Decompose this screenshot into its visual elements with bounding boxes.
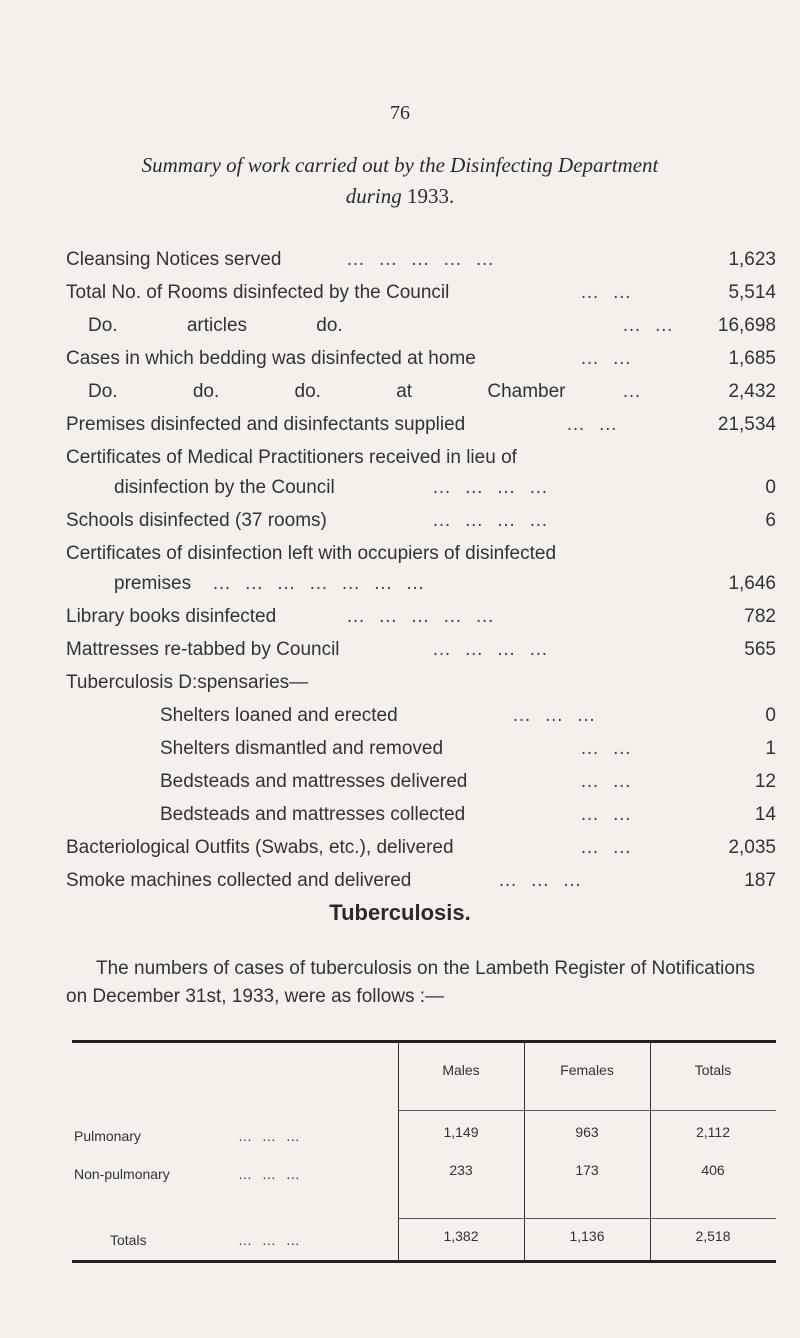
summary-row — [66, 798, 776, 831]
row-label: Certificates of disinfection left with occupiers of disinfected — [66, 543, 557, 564]
row-label-text: Pulmonary — [74, 1128, 141, 1144]
row-label: Library books disinfected — [66, 606, 277, 627]
leader-dots: … … … — [498, 870, 586, 891]
summary-row — [66, 600, 776, 633]
row-label: Mattresses re-tabbed by Council — [66, 639, 340, 660]
row-value: 1 — [765, 738, 776, 759]
row-label: Total No. of Rooms disinfected by the Council — [66, 282, 450, 303]
summary-row — [66, 537, 776, 567]
page-number: 76 — [390, 102, 410, 124]
row-label: disinfection by the Council — [114, 477, 335, 498]
leader-dots: … — [622, 381, 645, 402]
row-value: 1,623 — [728, 249, 776, 270]
summary-row — [66, 633, 776, 666]
table-cell: 963 — [575, 1124, 599, 1140]
summary-row — [66, 699, 776, 732]
summary-rows — [66, 243, 776, 897]
summary-row — [66, 276, 776, 309]
row-label: Tuberculosis D:spensaries— — [66, 672, 309, 693]
leader-dots: … … … — [512, 705, 600, 726]
row-value: 2,432 — [728, 381, 776, 402]
leader-dots: … … … — [238, 1166, 303, 1182]
row-value: 1,685 — [728, 348, 776, 369]
row-label: Bedsteads and mattresses collected — [160, 804, 466, 825]
row-value: 5,514 — [728, 282, 776, 303]
row-label: Bedsteads and mattresses delivered — [160, 771, 468, 792]
summary-title — [60, 150, 740, 212]
table-cell: 2,518 — [695, 1228, 731, 1244]
summary-row — [66, 471, 776, 504]
row-value: 2,035 — [728, 837, 776, 858]
row-label: Cleansing Notices served — [66, 249, 282, 270]
row-value: 12 — [754, 771, 776, 792]
row-label: Smoke machines collected and delivered — [66, 870, 412, 891]
row-label: Premises disinfected and disinfectants supplied — [66, 414, 466, 435]
summary-row — [66, 243, 776, 276]
leader-dots: … … … — [238, 1232, 303, 1248]
leader-dots: … … … … … — [346, 606, 499, 627]
summary-row — [66, 567, 776, 600]
row-value: 14 — [754, 804, 776, 825]
leader-dots: … … … … — [432, 477, 552, 498]
row-label: Shelters dismantled and removed — [160, 738, 444, 759]
row-value: 1,646 — [728, 573, 776, 594]
row-label: Schools disinfected (37 rooms) — [66, 510, 327, 531]
table-cell: 1,382 — [443, 1228, 479, 1244]
table-cell: 406 — [701, 1162, 725, 1178]
row-label: Do. articles do. — [88, 315, 343, 336]
row-value: 565 — [744, 639, 776, 660]
leader-dots: … … — [580, 738, 636, 759]
header-rule — [398, 1110, 776, 1111]
table-cell: 173 — [575, 1162, 599, 1178]
summary-row — [66, 864, 776, 897]
row-label: Bacteriological Outfits (Swabs, etc.), delivered — [66, 837, 454, 858]
leader-dots: … … — [580, 804, 636, 825]
leader-dots: … … — [580, 348, 636, 369]
table-bottom-rule — [72, 1260, 776, 1263]
totals-rule — [398, 1218, 776, 1219]
summary-row — [66, 732, 776, 765]
header-males: Males — [442, 1062, 480, 1078]
leader-dots: … … — [580, 837, 636, 858]
row-value: 0 — [765, 477, 776, 498]
summary-row — [66, 375, 776, 408]
row-label-text: Totals — [110, 1232, 147, 1248]
row-value: 0 — [765, 705, 776, 726]
tuberculosis-paragraph: The numbers of cases of tuberculosis on the Lambeth Register of Notifications on December 31st, 1933, were as follows :— — [66, 958, 756, 1007]
leader-dots: … … — [580, 282, 636, 303]
leader-dots: … … … — [238, 1128, 303, 1144]
tuberculosis-heading: Tuberculosis. — [329, 900, 471, 925]
table-row-label — [74, 1232, 394, 1248]
summary-row — [66, 831, 776, 864]
row-label: Do. do. do. at Chamber — [88, 381, 566, 402]
summary-row — [66, 504, 776, 537]
summary-row — [66, 765, 776, 798]
row-label: Shelters loaned and erected — [160, 705, 398, 726]
row-value: 782 — [744, 606, 776, 627]
header-females: Females — [560, 1062, 614, 1078]
row-label: Certificates of Medical Practitioners received in lieu of — [66, 447, 517, 468]
leader-dots: … … … … — [432, 639, 552, 660]
leader-dots: … … … … — [432, 510, 552, 531]
summary-row — [66, 408, 776, 441]
table-cell: 1,149 — [443, 1124, 479, 1140]
summary-row — [66, 342, 776, 375]
table-cell: 233 — [449, 1162, 473, 1178]
summary-row — [66, 309, 776, 342]
row-value: 187 — [744, 870, 776, 891]
table-row-label — [74, 1166, 394, 1182]
table-cell: 1,136 — [569, 1228, 605, 1244]
table-top-rule — [72, 1040, 776, 1043]
summary-title-year: 1933. — [407, 184, 455, 208]
row-label: premises — [114, 573, 192, 594]
summary-title-line1: Summary of work carried out by the Disinfecting Department — [141, 153, 659, 177]
row-label: Cases in which bedding was disinfected at home — [66, 348, 476, 369]
row-value: 21,534 — [717, 414, 776, 435]
leader-dots: … … — [580, 771, 636, 792]
leader-dots: … … — [622, 315, 678, 336]
header-totals: Totals — [694, 1062, 732, 1078]
row-value: 16,698 — [717, 315, 776, 336]
leader-dots: … … … … … … … — [212, 573, 429, 594]
table-cell: 2,112 — [696, 1124, 730, 1140]
leader-dots: … … — [566, 414, 622, 435]
summary-title-during: during — [345, 184, 402, 208]
table-row-label — [74, 1128, 394, 1144]
summary-row — [66, 441, 776, 471]
summary-row — [66, 666, 776, 699]
leader-dots: … … … … … — [346, 249, 499, 270]
row-value: 6 — [765, 510, 776, 531]
row-label-text: Non-pulmonary — [74, 1166, 170, 1182]
